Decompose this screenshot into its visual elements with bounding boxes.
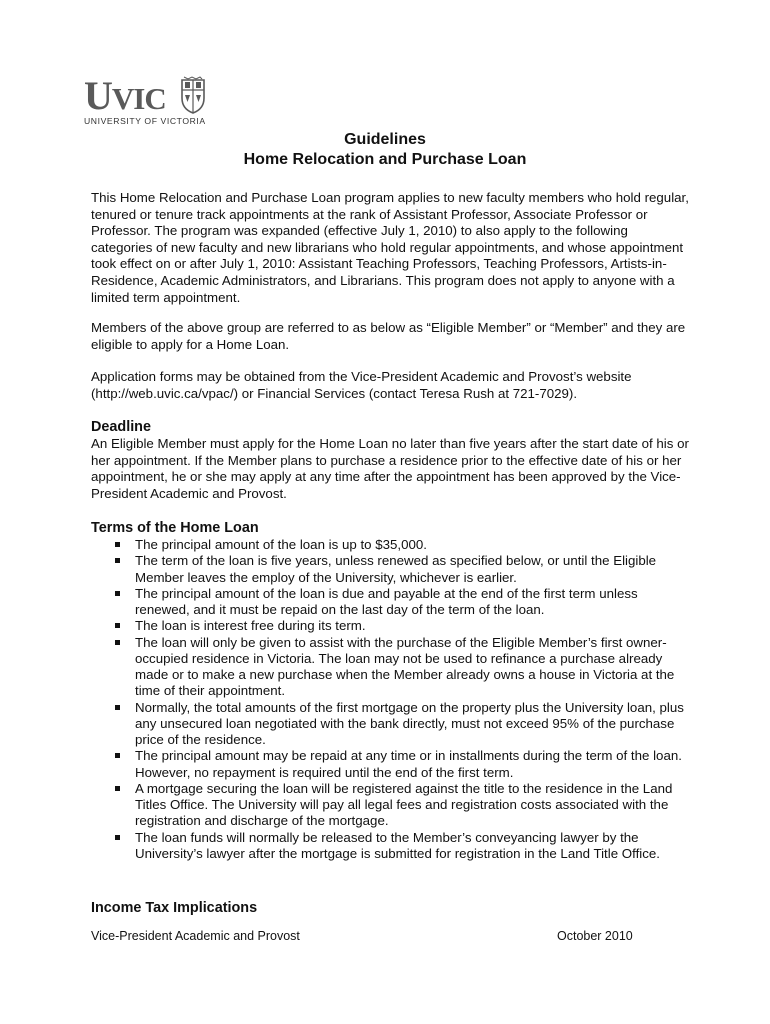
university-crest-icon [180, 76, 206, 114]
deadline-paragraph: An Eligible Member must apply for the Home Loan no later than five years after the start date of his or her appointment. If the Member plans to purchase a residence prior to the effective date of his or her appointment, he or she may apply at any time after the appointment has been approved by the Vice-President Academic and Provost. [91, 436, 689, 501]
deadline-heading: Deadline [91, 419, 151, 435]
logo-wordmark: UVIC [84, 73, 166, 118]
document-title: Guidelines [344, 131, 426, 148]
bullet-icon [115, 753, 120, 758]
bullet-icon [115, 558, 120, 563]
bullet-icon [115, 835, 120, 840]
bullet-icon [115, 591, 120, 596]
list-item: A mortgage securing the loan will be registered against the title to the residence in the Land Titles Office. The University will pay all legal fees and registration costs associated with the registration and discharge of the mortgage. [91, 781, 691, 830]
bullet-icon [115, 705, 120, 710]
bullet-icon [115, 640, 120, 645]
bullet-icon [115, 786, 120, 791]
list-item: The term of the loan is five years, unless renewed as specified below, or until the Eligible Member leaves the employ of the University, whichever is earlier. [91, 553, 691, 586]
footer-office: Vice-President Academic and Provost [91, 929, 300, 943]
tax-heading: Income Tax Implications [91, 900, 258, 916]
uvic-logo [84, 74, 210, 130]
logo-subtitle: UNIVERSITY OF VICTORIA [84, 116, 206, 126]
list-item: The principal amount may be repaid at any time or in installments during the term of the loan. However, no repayment is required until the end of the first term. [91, 748, 691, 781]
list-item: The loan will only be given to assist with the purchase of the Eligible Member’s first owner-occupied residence in Victoria. The loan may not be used to refinance a purchase already made or to make a new purchase when the Member already owns a house in Victoria at the time of their appointment. [91, 635, 691, 700]
terms-list [91, 537, 691, 862]
bullet-icon [115, 623, 120, 628]
list-item: The loan funds will normally be released to the Member’s conveyancing lawyer by the University’s lawyer after the mortgage is submitted for registration in the Land Title Office. [91, 830, 691, 863]
intro-paragraph-3: Application forms may be obtained from the Vice-President Academic and Provost’s website (http://web.uvic.ca/vpac/) or Financial Services (contact Teresa Rush at 721-7029). [91, 369, 632, 401]
list-item: Normally, the total amounts of the first mortgage on the property plus the University loan, plus any unsecured loan negotiated with the bank directly, must not exceed 95% of the purchase price of the residence. [91, 700, 691, 749]
list-item: The principal amount of the loan is due and payable at the end of the first term unless renewed, and it must be repaid on the last day of the term of the loan. [91, 586, 691, 619]
footer-date: October 2010 [557, 929, 633, 943]
intro-paragraph-2: Members of the above group are referred to as below as “Eligible Member” or “Member” and they are eligible to apply for a Home Loan. [91, 320, 686, 352]
list-item: The principal amount of the loan is up to $35,000. [91, 537, 691, 553]
document-subtitle: Home Relocation and Purchase Loan [243, 151, 527, 168]
intro-paragraph-1: This Home Relocation and Purchase Loan program applies to new faculty members who hold regular, tenured or tenure track appointments at the rank of Assistant Professor, Associate Professor or Professor. The program was expanded (effective July 1, 2010) to also apply to the following categories of new faculty and new librarians who hold regular appointments, and whose appointment took effect on or after July 1, 2010: Assistant Teaching Professors, Teaching Professors, Artists-in-Residence, Academic Administrators, and Librarians. This program does not apply to anyone with a limited term appointment. [91, 190, 689, 305]
bullet-icon [115, 542, 120, 547]
terms-heading: Terms of the Home Loan [91, 520, 259, 536]
list-item: The loan is interest free during its term. [91, 618, 691, 634]
